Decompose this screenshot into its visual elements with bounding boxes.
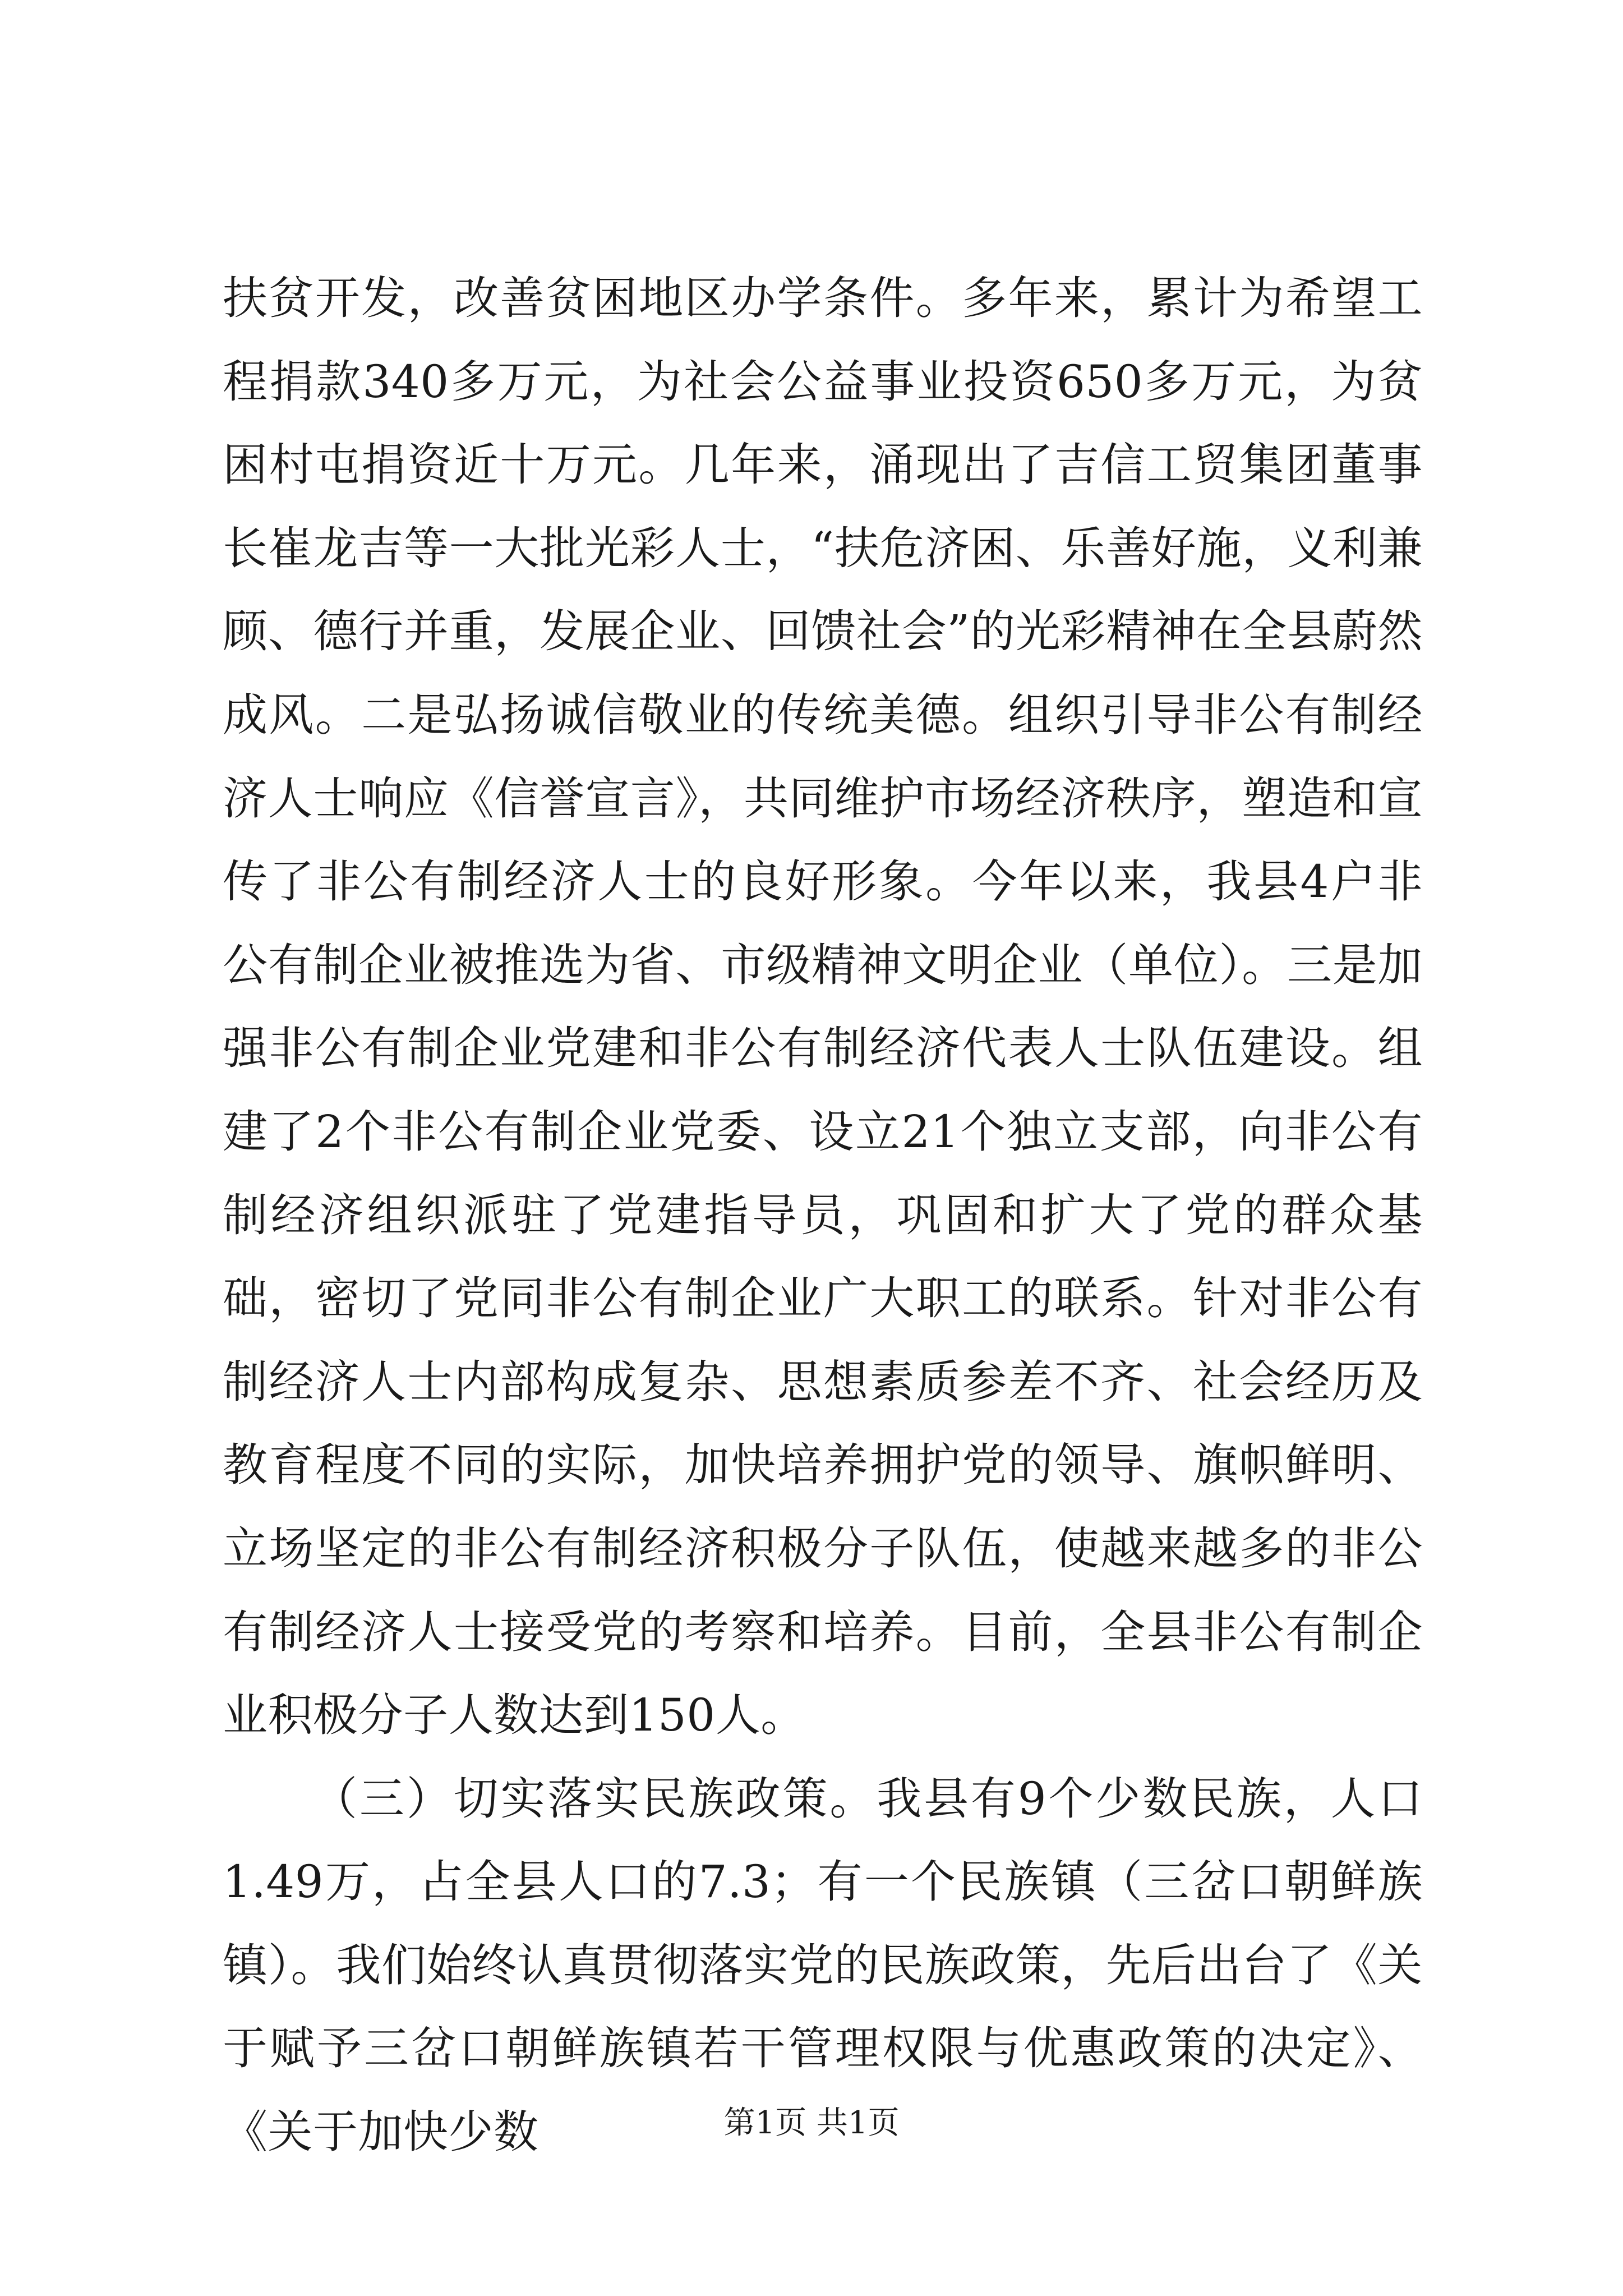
document-body xyxy=(223,257,1423,2174)
paragraph-ethnic-policy: （三）切实落实民族政策。我县有9个少数民族，人口1.49万，占全县人口的7.3；有一个民族镇（三岔口朝鲜族镇）。我们始终认真贯彻落实党的民族政策，先后出台了《关于赋予三岔口朝鲜族镇若干管理权限与优惠政策的决定》、《关于加快少数 xyxy=(223,1772,1423,2159)
paragraph-continued: 扶贫开发，改善贫困地区办学条件。多年来，累计为希望工程捐款340多万元，为社会公益事业投资650多万元，为贫困村屯捐资近十万元。几年来，涌现出了吉信工贸集团董事长崔龙吉等一大批光彩人士，“扶危济困、乐善好施，义利兼顾、德行并重，发展企业、回馈社会”的光彩精神在全县蔚然成风。二是弘扬诚信敬业的传统美德。组织引导非公有制经济人士响应《信誉宣言》，共同维护市场经济秩序，塑造和宣传了非公有制经济人士的良好形象。今年以来，我县4户非公有制企业被推选为省、市级精神文明企业（单位）。三是加强非公有制企业党建和非公有制经济代表人士队伍建设。组建了2个非公有制企业党委、设立21个独立支部，向非公有制经济组织派驻了党建指导员，巩固和扩大了党的群众基础，密切了党同非公有制企业广大职工的联系。针对非公有制经济人士内部构成复杂、思想素质参差不齐、社会经历及教育程度不同的实际，加快培养拥护党的领导、旗帜鲜明、立场坚定的非公有制经济积极分子队伍，使越来越多的非公有制经济人士接受党的考察和培养。目前，全县非公有制企业积极分子人数达到150人。 xyxy=(223,272,1423,1742)
page-number-footer: 第1页 共1页 xyxy=(723,2105,900,2141)
